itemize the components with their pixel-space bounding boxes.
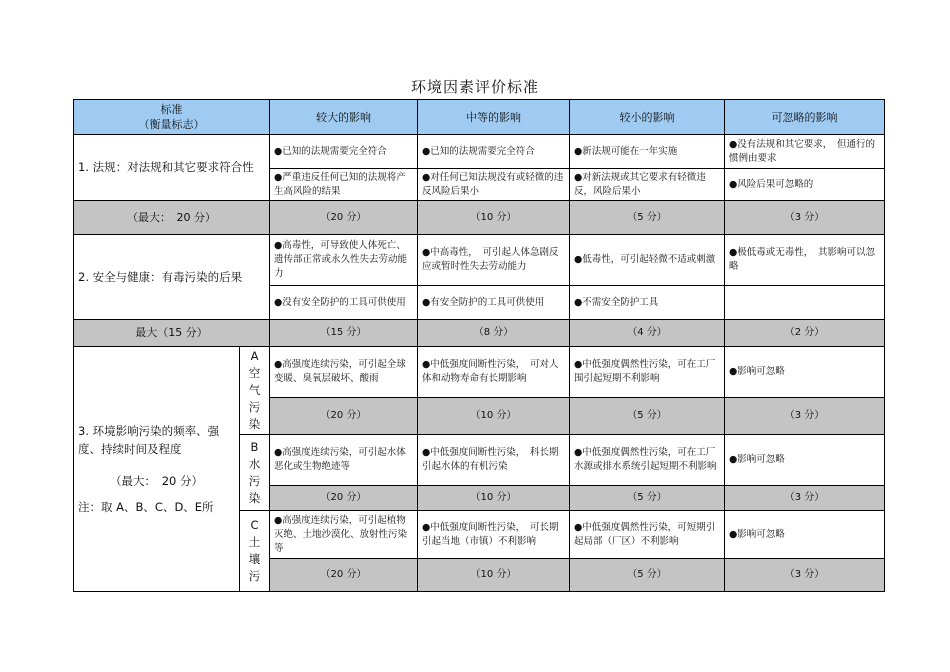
section2-row2-minor: ●不需安全防护工具 — [570, 286, 725, 320]
sub-c-score-negligible: （3 分） — [725, 559, 885, 592]
section1-score-negligible: （3 分） — [725, 201, 885, 235]
sub-b-score-medium: （10 分） — [418, 486, 570, 511]
sub-b-char: 污 — [248, 473, 261, 488]
sub-a-score-minor: （5 分） — [570, 398, 725, 435]
section1-row1-minor: ●新法规可能在一年实施 — [570, 135, 725, 169]
sub-a-score-medium: （10 分） — [418, 398, 570, 435]
sub-a-minor: ●中低强度偶然性污染，可在工厂围引起短期不利影响 — [570, 347, 725, 398]
section2-row1-negligible: ●极低毒或无毒性， 其影响可以忽略 — [725, 235, 885, 286]
section3-label-text: 3. 环境影响污染的频率、强度、持续时间及程度 — [78, 424, 220, 456]
criteria-header-line2: （衡量标志） — [138, 118, 205, 131]
column-header-minor: 较小的影响 — [570, 100, 725, 135]
sub-a-char: 染 — [248, 417, 261, 431]
section2-row1-medium: ●中高毒性， 可引起人体急剧反应或暂时性失去劳动能力 — [418, 235, 570, 286]
sub-c-char: C — [250, 518, 259, 532]
sub-a-char: 空 — [248, 366, 261, 380]
section1-score-major: （20 分） — [270, 201, 418, 235]
sub-a-major: ●高强度连续污染，可引起全球变暖、臭氧层破坏、酸雨 — [270, 347, 418, 398]
sub-b-minor: ●中低强度偶然性污染，可在工厂水源或排水系统引起短期不利影响 — [570, 435, 725, 486]
page-title: 环境因素评价标准 — [410, 78, 539, 96]
section1-row2-minor: ●对新法规或其它要求有轻微违反，风险后果小 — [570, 169, 725, 201]
section1-row2-major: ●严重违反任何已知的法规将产生高风险的结果 — [270, 169, 418, 201]
section2-row1-minor: ●低毒性，可引起轻微不适或刺激 — [570, 235, 725, 286]
sub-c-char: 土 — [248, 535, 261, 549]
section3-note: 注：取 A、B、C、D、E所 — [78, 500, 214, 514]
section3-label — [74, 347, 240, 592]
sub-a-score-negligible: （3 分） — [725, 398, 885, 435]
section3-max: （最大： 20 分） — [109, 474, 204, 488]
column-header-medium: 中等的影响 — [418, 100, 570, 135]
section1-row1-negligible: ●没有法规和其它要求， 但通行的惯例由要求 — [725, 135, 885, 169]
section2-label: 2. 安全与健康：有毒污染的后果 — [74, 235, 270, 320]
sub-c-minor: ●中低强度偶然性污染，可短期引起局部（厂区）不利影响 — [570, 511, 725, 559]
sub-c-medium: ●中低强度间断性污染， 可长期引起当地（市镇）不利影响 — [418, 511, 570, 559]
section2-score-minor: （4 分） — [570, 320, 725, 347]
sub-c-score-minor: （5 分） — [570, 559, 725, 592]
sub-a-char: 污 — [248, 400, 261, 414]
sub-b-score-negligible: （3 分） — [725, 486, 885, 511]
section1-row2-negligible: ●风险后果可忽略的 — [725, 169, 885, 201]
column-header-major: 较大的影响 — [270, 100, 418, 135]
sub-b-char: 水 — [248, 456, 261, 471]
sub-c-score-medium: （10 分） — [418, 559, 570, 592]
section2-score-major: （15 分） — [270, 320, 418, 347]
criteria-header-line1: 标准 — [160, 103, 183, 116]
section1-max: （最大： 20 分） — [74, 201, 270, 235]
section2-row2-medium: ●有安全防护的工具可供使用 — [418, 286, 570, 320]
sub-a-negligible: ●影响可忽略 — [725, 347, 885, 398]
section2-row1-major: ●高毒性，可导致使人体死亡、遗传部正常或永久性失去劳动能力 — [270, 235, 418, 286]
sub-b-medium: ●中低强度间断性污染， 科长期引起水体的有机污染 — [418, 435, 570, 486]
sub-b-score-minor: （5 分） — [570, 486, 725, 511]
evaluation-table — [73, 99, 885, 592]
section2-row2-major: ●没有安全防护的工具可供使用 — [270, 286, 418, 320]
column-header-negligible: 可忽略的影响 — [725, 100, 885, 135]
sub-b-negligible: ●影响可忽略 — [725, 435, 885, 486]
section1-row1-major: ●已知的法规需要完全符合 — [270, 135, 418, 169]
criteria-header — [74, 100, 270, 135]
sub-b-score-major: （20 分） — [270, 486, 418, 511]
section1-row2-medium: ●对任何已知法规没有或轻微的违反风险后果小 — [418, 169, 570, 201]
sub-c-char: 污 — [248, 569, 261, 583]
sub-b-char: 染 — [248, 490, 261, 505]
sub-c-major: ●高强度连续污染，可引起植物灭绝、土地沙漠化、放射性污染等 — [270, 511, 418, 559]
sub-b-label — [240, 435, 270, 511]
section1-score-minor: （5 分） — [570, 201, 725, 235]
sub-c-score-major: （20 分） — [270, 559, 418, 592]
section2-row2-negligible — [725, 286, 885, 320]
sub-a-score-major: （20 分） — [270, 398, 418, 435]
sub-a-label — [240, 347, 270, 435]
sub-a-medium: ●中低强度间断性污染， 可对人体和动物寿命有长期影响 — [418, 347, 570, 398]
section1-row1-medium: ●已知的法规需要完全符合 — [418, 135, 570, 169]
sub-c-char: 壤 — [248, 552, 261, 566]
sub-a-char: 气 — [248, 383, 261, 397]
sub-b-major: ●高强度连续污染，可引起水体恶化或生物绝迹等 — [270, 435, 418, 486]
sub-c-negligible: ●影响可忽略 — [725, 511, 885, 559]
section2-score-negligible: （2 分） — [725, 320, 885, 347]
section2-max: 最大（15 分） — [74, 320, 270, 347]
section1-score-medium: （10 分） — [418, 201, 570, 235]
section2-score-medium: （8 分） — [418, 320, 570, 347]
sub-a-char: A — [250, 349, 259, 363]
sub-b-char: B — [250, 439, 259, 454]
section1-label: 1. 法规：对法规和其它要求符合性 — [74, 135, 270, 201]
sub-c-label — [240, 511, 270, 592]
